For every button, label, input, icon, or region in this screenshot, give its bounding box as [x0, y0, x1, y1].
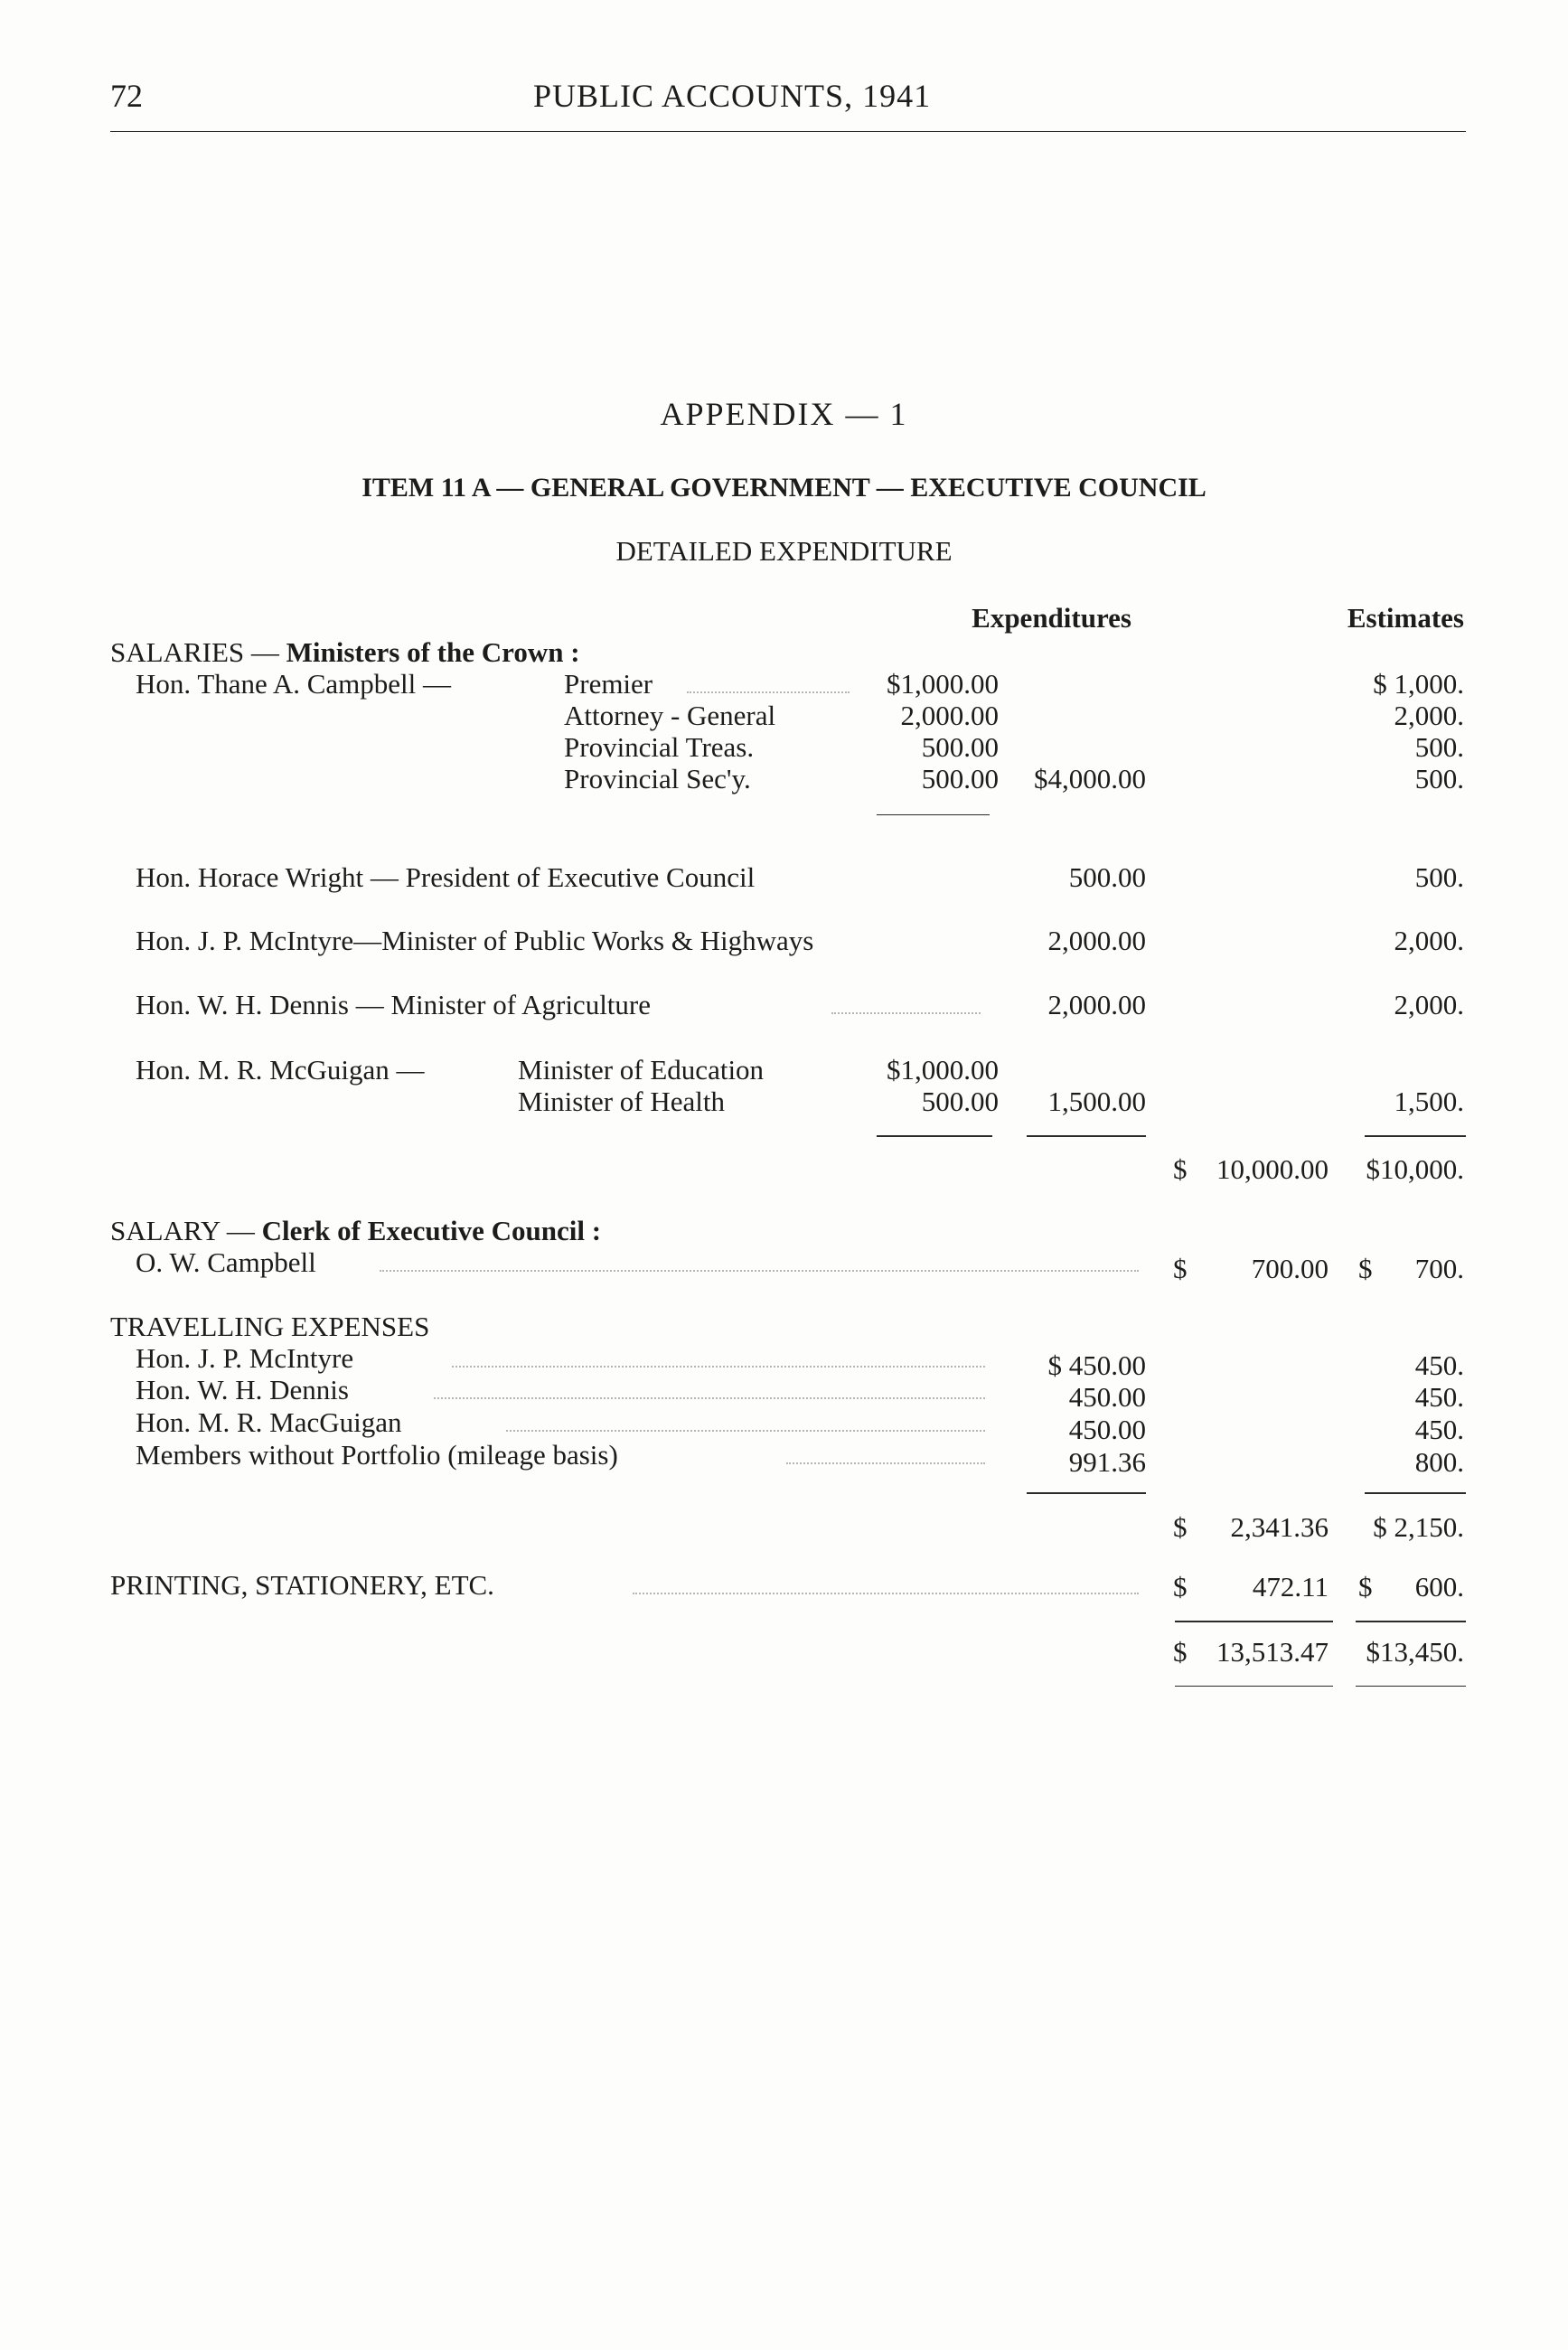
total-rule [1356, 1621, 1466, 1622]
grand-total-dollar: $ [1173, 1636, 1188, 1668]
mcintyre-label: Hon. J. P. McIntyre—Minister of Public Works & Highways [136, 925, 814, 956]
clerk-name: O. W. Campbell [136, 1246, 316, 1278]
travel-row-amount: $ 450.00 [1047, 1349, 1146, 1381]
mcguigan-total: 1,500.00 [1047, 1086, 1146, 1117]
printing-label: PRINTING, STATIONERY, ETC. [110, 1569, 494, 1601]
dennis-estimate: 2,000. [1394, 989, 1464, 1020]
clerk-amount: 700.00 [1251, 1253, 1329, 1284]
header-rule [110, 131, 1466, 132]
estimates-header: Estimates [1347, 602, 1464, 634]
grand-total-underline [1356, 1686, 1466, 1687]
clerk-heading [110, 1217, 601, 1245]
campbell-role-label: Provincial Treas. [564, 731, 755, 763]
travel-row-estimate: 800. [1414, 1446, 1464, 1478]
travel-heading: TRAVELLING EXPENSES [110, 1311, 430, 1342]
item-title: ITEM 11 A — GENERAL GOVERNMENT — EXECUTIVE COUNCIL [361, 473, 1207, 503]
travel-subtotal: 2,341.36 [1230, 1511, 1329, 1543]
travel-row-label: Members without Portfolio (mileage basis) [136, 1439, 618, 1471]
estimates-underline [1365, 1135, 1466, 1137]
campbell-role-amount: $1,000.00 [887, 668, 999, 700]
appendix-title: APPENDIX — 1 [660, 396, 908, 432]
leader-dots [633, 1593, 1139, 1594]
campbell-role-label: Provincial Sec'y. [564, 763, 751, 794]
campbell-role-amount: 2,000.00 [900, 700, 999, 731]
salaries-subtotal: 10,000.00 [1216, 1153, 1329, 1185]
travel-underline [1027, 1492, 1146, 1494]
grand-total-estimate: $13,450. [1366, 1636, 1464, 1668]
grand-total-underline [1175, 1686, 1333, 1687]
mcguigan-role-amount: 500.00 [921, 1086, 999, 1117]
travel-subtotal-estimate: $ 2,150. [1373, 1511, 1464, 1543]
travel-row-amount: 450.00 [1068, 1414, 1146, 1445]
mcguigan-role-label: Minister of Health [518, 1086, 726, 1117]
total-rule [1175, 1621, 1333, 1622]
campbell-role-amount: 500.00 [921, 763, 999, 794]
mcintyre-estimate: 2,000. [1394, 925, 1464, 956]
page-number: 72 [110, 78, 143, 114]
salaries-subheading: Ministers of the Crown : [286, 636, 580, 668]
travel-row-amount: 991.36 [1068, 1446, 1146, 1478]
dennis-amount: 2,000.00 [1047, 989, 1146, 1020]
mcguigan-name: Hon. M. R. McGuigan — [136, 1054, 425, 1086]
wright-label: Hon. Horace Wright — President of Executive Council [136, 861, 756, 893]
leader-dots [434, 1397, 985, 1399]
campbell-role-estimate: $ 1,000. [1373, 668, 1464, 700]
campbell-name: Hon. Thane A. Campbell — [136, 668, 451, 700]
travel-subtotal-dollar: $ [1173, 1511, 1188, 1543]
campbell-role-amount: 500.00 [921, 731, 999, 763]
campbell-underline [877, 814, 990, 815]
travel-row-label: Hon. J. P. McIntyre [136, 1342, 354, 1374]
salaries-prefix: SALARIES — [110, 636, 279, 668]
travel-row-estimate: 450. [1414, 1381, 1464, 1413]
mcguigan-role-amount: $1,000.00 [887, 1054, 999, 1086]
clerk-estimate-dollar: $ [1358, 1253, 1373, 1284]
leader-dots [380, 1270, 1139, 1272]
travel-row-estimate: 450. [1414, 1414, 1464, 1445]
campbell-role-estimate: 2,000. [1394, 700, 1464, 731]
grand-total-amount: 13,513.47 [1216, 1636, 1329, 1668]
travel-row-label: Hon. W. H. Dennis [136, 1374, 349, 1405]
salaries-heading [110, 638, 580, 666]
expenditures-underline [1027, 1135, 1146, 1137]
running-title: PUBLIC ACCOUNTS, 1941 [533, 78, 932, 114]
section-title: DETAILED EXPENDITURE [615, 535, 953, 567]
printing-amount: 472.11 [1252, 1571, 1329, 1603]
printing-estimate-dollar: $ [1358, 1571, 1373, 1603]
dennis-label: Hon. W. H. Dennis — Minister of Agriculture [136, 989, 652, 1020]
mcguigan-estimate: 1,500. [1394, 1086, 1464, 1117]
leader-dots [452, 1366, 985, 1368]
wright-amount: 500.00 [1068, 861, 1146, 893]
salaries-subtotal-dollar: $ [1173, 1153, 1188, 1185]
wright-estimate: 500. [1414, 861, 1464, 893]
travel-row-estimate: 450. [1414, 1349, 1464, 1381]
campbell-role-label: Attorney - General [564, 700, 776, 731]
clerk-prefix: SALARY — [110, 1215, 255, 1246]
estimates-underline [1365, 1492, 1466, 1494]
clerk-dollar: $ [1173, 1253, 1188, 1284]
clerk-estimate: 700. [1414, 1253, 1464, 1284]
travel-row-label: Hon. M. R. MacGuigan [136, 1406, 402, 1438]
mcguigan-role-label: Minister of Education [518, 1054, 765, 1086]
mcintyre-amount: 2,000.00 [1047, 925, 1146, 956]
expenditures-header: Expenditures [972, 602, 1131, 634]
printing-dollar: $ [1173, 1571, 1188, 1603]
campbell-role-estimate: 500. [1414, 731, 1464, 763]
travel-row-amount: 450.00 [1068, 1381, 1146, 1413]
campbell-role-estimate: 500. [1414, 763, 1464, 794]
clerk-subheading: Clerk of Executive Council : [261, 1215, 602, 1246]
campbell-role-label: Premier [564, 668, 653, 700]
expenditures-underline [877, 1135, 992, 1137]
leader-dots [786, 1462, 985, 1464]
salaries-subtotal-estimate: $10,000. [1366, 1153, 1464, 1185]
campbell-total: $4,000.00 [1034, 763, 1146, 794]
leader-dots [831, 1012, 981, 1014]
leader-dots [506, 1430, 985, 1432]
printing-estimate: 600. [1414, 1571, 1464, 1603]
